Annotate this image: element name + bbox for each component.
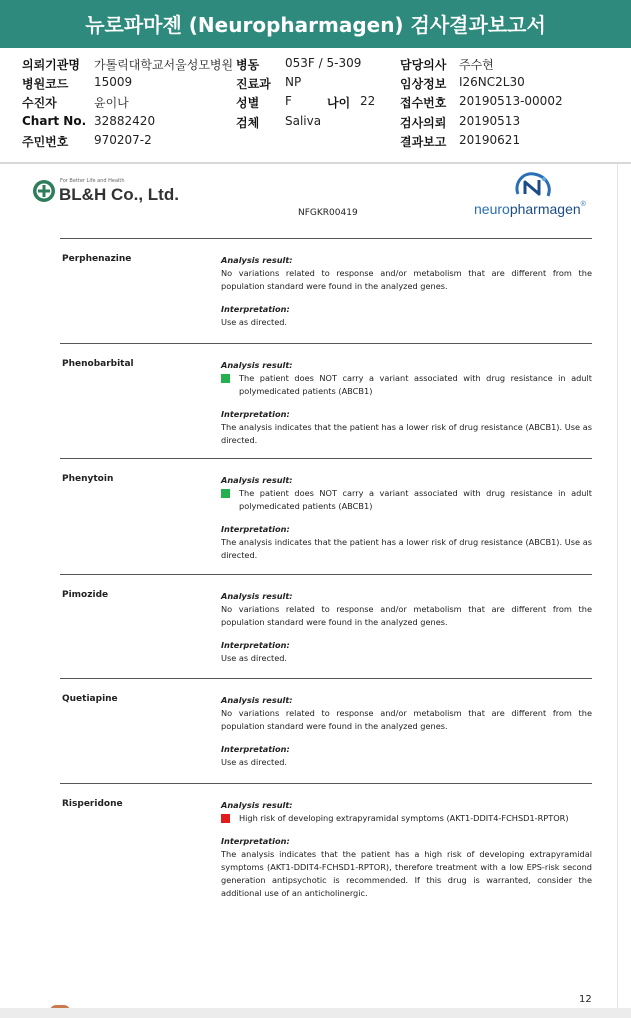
company-emblem-icon [32,179,56,203]
analysis-result: No variations related to response and/or metabolism that are different from the population standard were found in the analyzed genes. [221,268,592,291]
flagged-result [221,812,592,825]
viewer-bottom-bar [0,1008,631,1018]
info-row-1 [0,56,631,75]
company-tagline: For Better Life and Health [60,178,125,184]
red-flag-icon [221,814,230,823]
analysis-result: High risk of developing extrapyramidal symptoms (AKT1-DDIT4-FCHSD1-RPTOR) [239,813,569,823]
separator [60,458,592,459]
patient-info-panel [0,48,631,162]
analysis-heading: Analysis result: [221,360,293,370]
drug-name: Phenytoin [62,474,114,484]
analysis-result: The patient does NOT carry a variant associated with drug resistance in adult polymedicated patients (ABCB1) [239,488,592,511]
department-label: 진료과 [236,77,271,91]
brand-prefix: neuro [474,201,510,217]
sex-label: 성별 [236,96,260,110]
age-label: 나이 [327,96,351,110]
ward-label: 병동 [236,58,260,72]
interpretation-text: Use as directed. [221,653,288,663]
interpretation-text: The analysis indicates that the patient has a high risk of developing extrapyramidal symptoms (AKT1-DDIT4-FCHSD1-RPTOR), therefore treatment with a low EPS-risk second generation antipsychotic is recommended. If this drug is warranted, consider the additional use of an anticholinergic. [221,849,592,898]
separator [60,783,592,784]
report-page [0,164,618,1009]
interpretation-heading: Interpretation: [221,409,290,419]
info-row-2 [0,75,631,94]
interpretation-heading: Interpretation: [221,304,290,314]
flagged-result [221,372,592,398]
clinical-info-value: I26NC2L30 [459,75,525,89]
interpretation-heading: Interpretation: [221,744,290,754]
specimen-value: Saliva [285,114,322,128]
report-date-label: 결과보고 [400,135,447,149]
analysis-heading: Analysis result: [221,255,293,265]
green-flag-icon [221,489,230,498]
department-value: NP [285,75,302,89]
id-no-value: 970207-2 [94,133,152,147]
ward-value: 053F / 5-309 [285,56,362,70]
analysis-result: No variations related to response and/or metabolism that are different from the population standard were found in the analyzed genes. [221,604,592,627]
separator [60,238,592,239]
separator [60,343,592,344]
interpretation-text: Use as directed. [221,317,288,327]
sex-value: F [285,94,292,108]
physician-value: 주수현 [459,58,494,72]
analysis-heading: Analysis result: [221,475,293,485]
separator [60,678,592,679]
company-name: BL&H Co., Ltd. [59,185,179,204]
recipient-label: 수진자 [22,96,57,110]
chart-no-label: Chart No. [22,114,87,128]
hospital-code-value: 15009 [94,75,133,89]
receipt-no-value: 20190513-00002 [459,94,563,108]
test-date-label: 검사의뢰 [400,116,447,130]
chart-no-value: 32882420 [94,114,156,128]
physician-label: 담당의사 [400,58,447,72]
brand-emblem-icon [512,170,558,202]
analysis-result: The patient does NOT carry a variant associated with drug resistance in adult polymedicated patients (ABCB1) [239,373,592,396]
info-row-4 [0,114,631,133]
id-no-label: 주민번호 [22,135,69,149]
separator [60,574,592,575]
drug-details [221,799,592,900]
info-row-5 [0,133,631,152]
age-value: 22 [360,94,376,108]
info-row-3 [0,94,631,113]
interpretation-text: The analysis indicates that the patient has a lower risk of drug resistance (ABCB1). Use as directed. [221,537,592,560]
interpretation-text: The analysis indicates that the patient has a lower risk of drug resistance (ABCB1). Use as directed. [221,422,592,445]
interpretation-heading: Interpretation: [221,836,290,846]
brand-registered: ® [580,201,586,208]
analysis-heading: Analysis result: [221,800,293,810]
report-title: 뉴로파마젠 (Neuropharmagen) 검사결과보고서 [0,0,631,48]
interpretation-heading: Interpretation: [221,640,290,650]
drug-details [221,474,592,562]
receipt-no-label: 접수번호 [400,96,447,110]
interpretation-text: Use as directed. [221,757,288,767]
report-page-viewport[interactable] [0,162,631,1007]
recipient-value: 윤이나 [94,96,129,110]
flagged-result [221,487,592,513]
interpretation-heading: Interpretation: [221,524,290,534]
clinical-info-label: 임상정보 [400,77,447,91]
analysis-heading: Analysis result: [221,591,293,601]
institution-value: 가톨릭대학교서울성모병원 [94,58,234,72]
drug-name: Phenobarbital [62,359,134,369]
test-date-value: 20190513 [459,114,521,128]
company-logo [32,176,182,210]
drug-details [221,254,592,329]
green-flag-icon [221,374,230,383]
analysis-result: No variations related to response and/or metabolism that are different from the population standard were found in the analyzed genes. [221,708,592,731]
institution-label: 의뢰기관명 [22,58,80,72]
specimen-label: 검체 [236,116,260,130]
drug-name: Risperidone [62,799,123,809]
drug-name: Pimozide [62,590,109,600]
brand-suffix: pharmagen [509,201,581,217]
drug-name: Quetiapine [62,694,118,704]
brand-logo [474,170,604,220]
drug-details [221,359,592,447]
drug-name: Perphenazine [62,254,132,264]
page-number: 12 [579,994,592,1005]
hospital-code-label: 병원코드 [22,77,69,91]
document-code: NFGKR00419 [298,208,358,218]
drug-details [221,694,592,769]
drug-details [221,590,592,665]
report-date-value: 20190621 [459,133,521,147]
brand-wordmark [474,201,586,217]
analysis-heading: Analysis result: [221,695,293,705]
